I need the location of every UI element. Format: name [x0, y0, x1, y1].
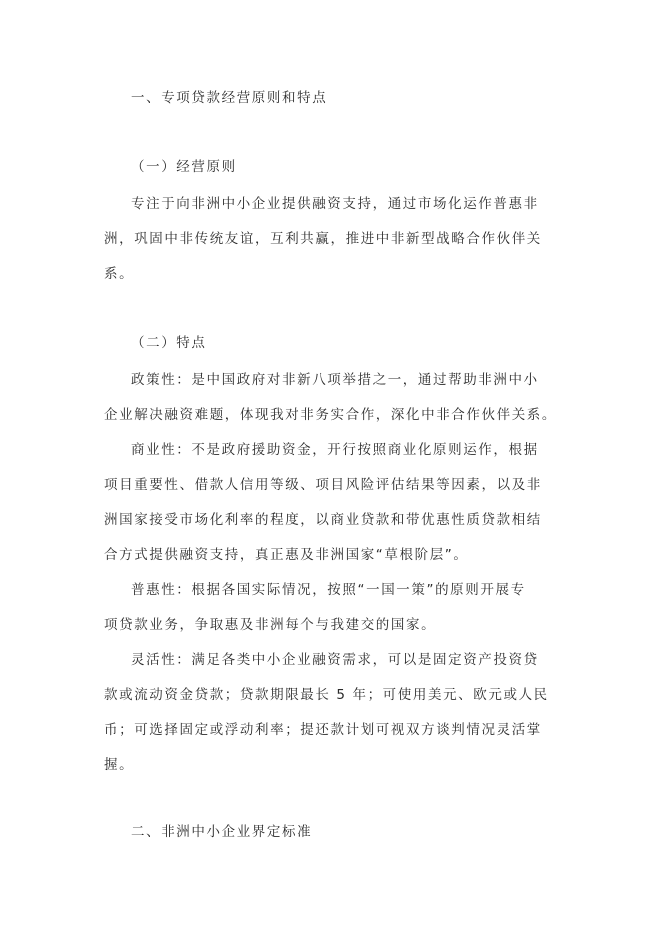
section-heading-1: 一、专项贷款经营原则和特点 — [131, 90, 328, 106]
section-heading-2: 二、非洲中小企业界定标准 — [131, 824, 313, 840]
paragraph-line: 普惠性：根据各国实际情况，按照“一国一策”的原则开展专 — [131, 582, 526, 598]
paragraph-line: 项目重要性、借款人信用等级、项目风险评估结果等因素，以及非 — [104, 477, 542, 493]
subsection-heading-1: （一）经营原则 — [131, 159, 237, 175]
paragraph-line: 商业性：不是政府援助资金，开行按照商业化原则运作，根据 — [131, 442, 539, 458]
paragraph-line: 币；可选择固定或浮动利率；提还款计划可视双方谈判情况灵活掌 — [104, 722, 542, 738]
paragraph-line: 洲，巩固中非传统友谊，互利共赢，推进中非新型战略合作伙伴关 — [104, 231, 542, 247]
paragraph-line: 专注于向非洲中小企业提供融资支持，通过市场化运作普惠非 — [131, 196, 539, 212]
paragraph-line: 政策性：是中国政府对非新八项举措之一，通过帮助非洲中小 — [131, 372, 539, 388]
paragraph-line: 握。 — [104, 757, 135, 773]
paragraph-line: 合方式提供融资支持，真正惠及非洲国家“草根阶层”。 — [104, 547, 469, 563]
paragraph-line: 项贷款业务，争取惠及非洲每个与我建交的国家。 — [104, 617, 437, 633]
paragraph-line: 系。 — [104, 266, 135, 282]
paragraph-line: 灵活性：满足各类中小企业融资需求，可以是固定资产投资贷 — [131, 652, 539, 668]
paragraph-line: 企业解决融资难题，体现我对非务实合作，深化中非合作伙伴关系。 — [104, 407, 557, 423]
paragraph-line: 款或流动资金贷款；贷款期限最长 5 年；可使用美元、欧元或人民 — [104, 687, 549, 703]
paragraph-line: 洲国家接受市场化利率的程度，以商业贷款和带优惠性质贷款相结 — [104, 512, 542, 528]
subsection-heading-2: （二）特点 — [131, 335, 207, 351]
